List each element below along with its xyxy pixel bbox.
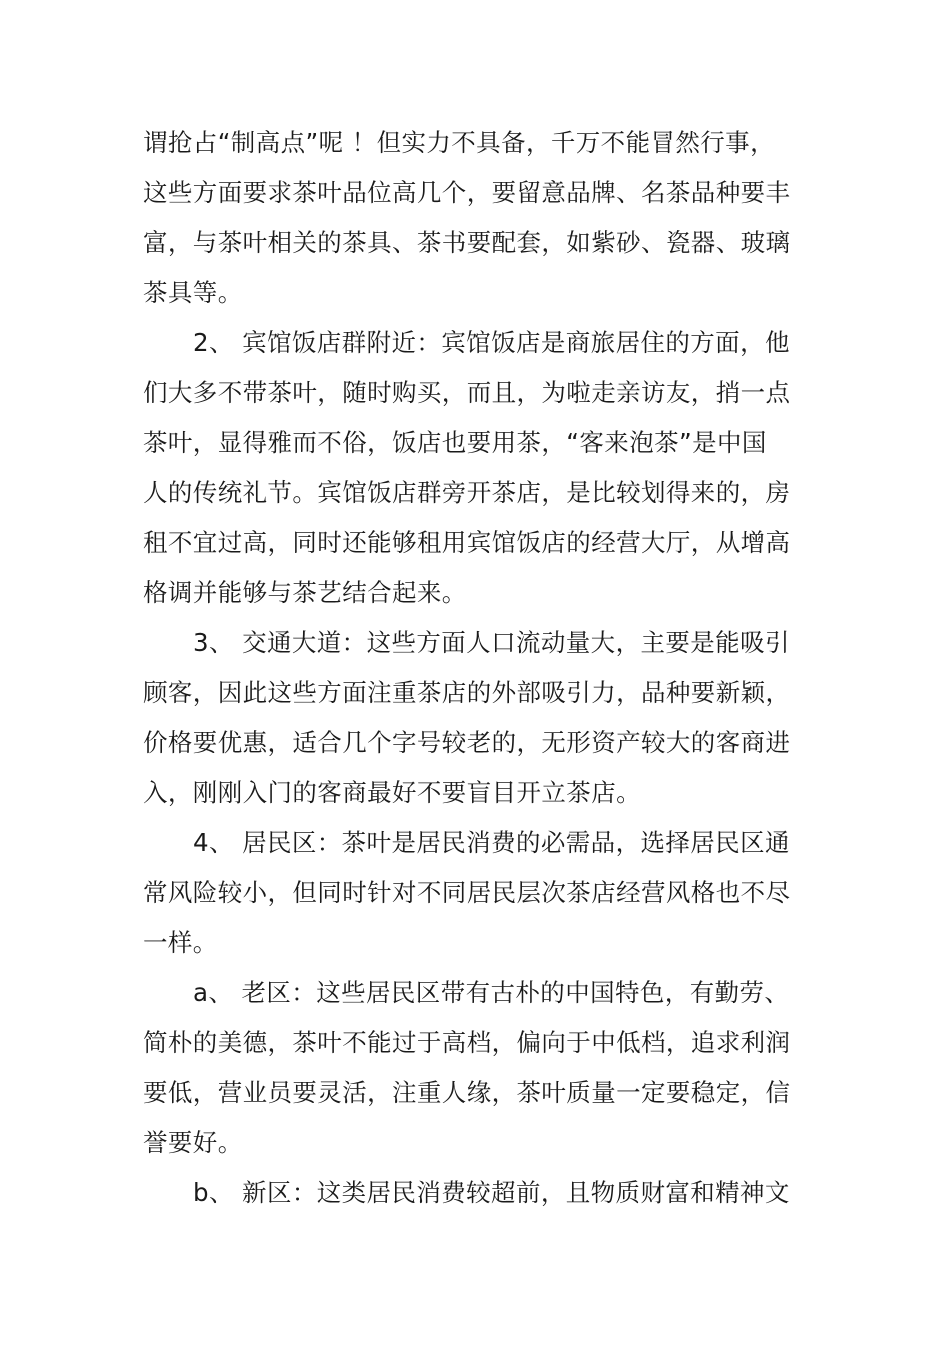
text-line: 租不宜过高，同时还能够租用宾馆饭店的经营大厅，从增高 <box>143 528 791 557</box>
text-line: 4、 居民区：茶叶是居民消费的必需品，选择居民区通 <box>193 828 790 857</box>
text-line: 茶具等。 <box>143 278 243 307</box>
text-line: 一样。 <box>143 928 218 957</box>
text-line: 简朴的美德，茶叶不能过于高档，偏向于中低档，追求利润 <box>143 1028 791 1057</box>
text-line: b、 新区：这类居民消费较超前，且物质财富和精神文 <box>193 1178 790 1207</box>
text-line: 这些方面要求茶叶品位高几个，要留意品牌、名茶品种要丰 <box>143 178 791 207</box>
text-line: 顾客，因此这些方面注重茶店的外部吸引力，品种要新颖， <box>143 678 791 707</box>
text-line: 要低，营业员要灵活，注重人缘，茶叶质量一定要稳定，信 <box>143 1078 791 1107</box>
text-line: 常风险较小，但同时针对不同居民层次茶店经营风格也不尽 <box>143 878 791 907</box>
text-line: 入，刚刚入门的客商最好不要盲目开立茶店。 <box>143 778 641 807</box>
text-line: 格调并能够与茶艺结合起来。 <box>143 578 467 607</box>
text-line: 人的传统礼节。宾馆饭店群旁开茶店，是比较划得来的，房 <box>143 478 791 507</box>
text-line: 们大多不带茶叶，随时购买，而且，为啦走亲访友，捎一点 <box>143 378 791 407</box>
text-line: 誉要好。 <box>143 1128 243 1157</box>
text-line: 谓抢占“制高点”呢 ！但实力不具备，千万不能冒然行事， <box>143 128 775 157</box>
text-line: 茶叶，显得雅而不俗，饭店也要用茶，“客来泡茶”是中国 <box>143 428 767 457</box>
text-line: a、 老区：这些居民区带有古朴的中国特色，有勤劳、 <box>193 978 790 1007</box>
text-line: 价格要优惠，适合几个字号较老的，无形资产较大的客商进 <box>143 728 791 757</box>
text-line: 富，与茶叶相关的茶具、茶书要配套，如紫砂、瓷器、玻璃 <box>143 228 791 257</box>
text-line: 3、 交通大道：这些方面人口流动量大，主要是能吸引 <box>193 628 790 657</box>
text-line: 2、 宾馆饭店群附近：宾馆饭店是商旅居住的方面，他 <box>193 328 790 357</box>
